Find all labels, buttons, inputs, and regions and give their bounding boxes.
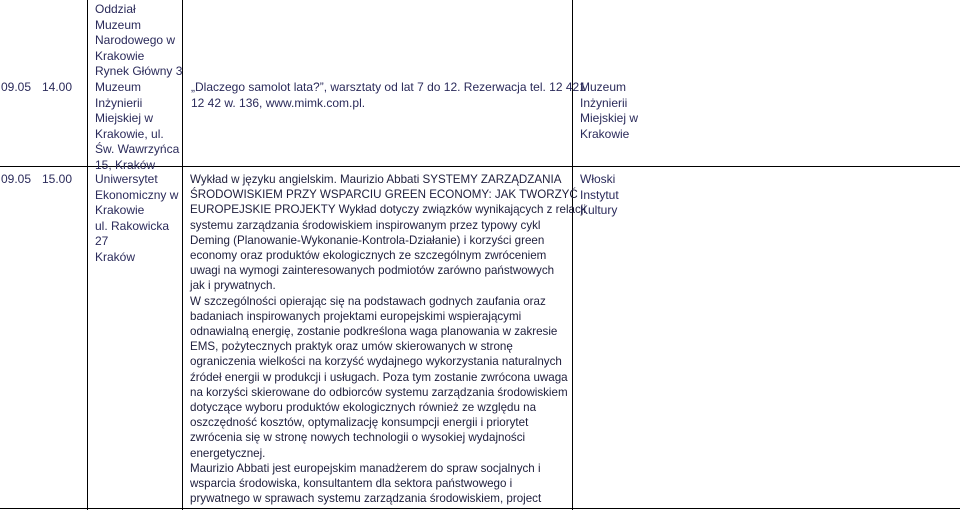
description-line: badaniach inspirowanych projektami europejskimi wspierającymi — [190, 309, 522, 323]
venue-line: Rynek Główny 3 — [95, 64, 183, 78]
date-cell: 09.05 — [1, 80, 32, 94]
description-line: oszczędność kosztów, optymalizację konsumpcji energii i priorytet — [190, 416, 529, 430]
date-cell: 09.05 — [1, 172, 32, 186]
venue-line: Muzeum — [95, 17, 142, 32]
venue-line: ul. Rakowicka — [95, 218, 170, 233]
venue-line: Krakowie, ul. — [95, 126, 164, 141]
venue-line: Uniwersytet — [95, 172, 158, 186]
organizer-line: Inżynierii — [580, 95, 628, 110]
description-line: dotyczące wyboru produktów ekologicznych również ze względu na — [190, 401, 537, 415]
description-line: jak i prywatnych. — [190, 279, 276, 293]
description-line: prywatnego w sprawach systemu zarządzania środowiskiem, project — [190, 492, 542, 506]
venue-cell — [95, 2, 182, 80]
venue-cell — [95, 80, 179, 173]
venue-line: 27 — [95, 234, 109, 248]
organizer-line: Instytut — [580, 187, 619, 202]
organizer-line: Miejskiej w — [580, 111, 639, 125]
row-divider — [0, 508, 960, 509]
description-line: wsparcia środowiska, konsultantem dla sektora państwowego i — [190, 477, 513, 491]
venue-line: Miejskiej w — [95, 111, 154, 125]
time-cell: 14.00 — [42, 80, 73, 94]
venue-line: Krakowie — [95, 48, 145, 63]
description-cell — [191, 80, 586, 111]
description-line: ŚRODOWISKIEM PRZY WSPARCIU GREEN ECONOMY: JAK TWORZYĆ — [190, 188, 578, 202]
description-line: EMS, pożytecznych praktyk oraz umów skierowanych w stronę — [190, 340, 513, 354]
description-line: Deming (Planowanie-Wykonanie-Kontrola-Działanie) i korzyści green — [190, 233, 545, 247]
venue-line: 15, Kraków — [95, 157, 156, 172]
venue-line: Kraków — [95, 249, 136, 264]
organizer-cell — [580, 80, 638, 142]
description-line: economy oraz produktów ekologicznych ze szczególnym zwróceniem — [190, 249, 547, 263]
venue-line: Inżynierii — [95, 95, 143, 110]
description-line: EUROPEJSKIE PROJEKTY Wykład dotyczy związków wynikających z relacji — [190, 203, 586, 217]
organizer-line: Krakowie — [580, 126, 630, 141]
description-line: Wykład w języku angielskim. Maurizio Abbati SYSTEMY ZARZĄDZANIA — [190, 173, 562, 186]
venue-line: Oddział — [95, 2, 136, 16]
venue-line: Muzeum — [95, 80, 142, 94]
description-line: zwrócenia się w stronę nowych technologii o wysokiej wydajności — [190, 431, 526, 445]
organizer-cell — [580, 172, 619, 219]
description-line: Maurizio Abbati jest europejskim manadżerem do spraw socjalnych i — [190, 461, 541, 475]
column-divider — [87, 0, 88, 510]
description-line: W szczególności opierając się na podstawach godnych zaufania oraz — [190, 294, 546, 308]
venue-line: Św. Wawrzyńca — [95, 142, 180, 156]
description-line: „Dlaczego samolot lata?”, warsztaty od lat 7 do 12. Rezerwacja tel. 12 421 — [191, 80, 586, 94]
time-cell: 15.00 — [42, 172, 73, 186]
description-line: źródeł energii w produkcji i usługach. Poza tym zostanie zwrócona uwaga — [190, 370, 568, 384]
organizer-line: Kultury — [580, 203, 618, 217]
organizer-line: Włoski — [580, 172, 616, 186]
venue-line: Ekonomiczny w — [95, 187, 179, 202]
organizer-line: Muzeum — [580, 80, 627, 94]
venue-line: Narodowego w — [95, 33, 176, 47]
description-line: uwagi na wymogi zainteresowanych podmiotów zarówno państwowych — [190, 264, 555, 278]
description-line: odnawialną energię, zostanie podkreślona waga planowania w zakresie — [190, 325, 558, 339]
venue-line: Krakowie — [95, 203, 145, 217]
venue-cell — [95, 172, 178, 265]
description-line: systemu zarządzania środowiskiem inspirowanym przez typowy cykl — [190, 218, 541, 232]
description-cell — [190, 172, 586, 506]
description-line: energetycznej. — [190, 446, 266, 460]
description-line: 12 42 w. 136, www.mimk.com.pl. — [191, 95, 366, 110]
description-line: na korzyści skierowane do odbiorców systemu zarządzania środowiskiem — [190, 385, 568, 399]
description-line: ograniczenia wielkości na korzyść wydajnego wykorzystania naturalnych — [190, 355, 562, 369]
